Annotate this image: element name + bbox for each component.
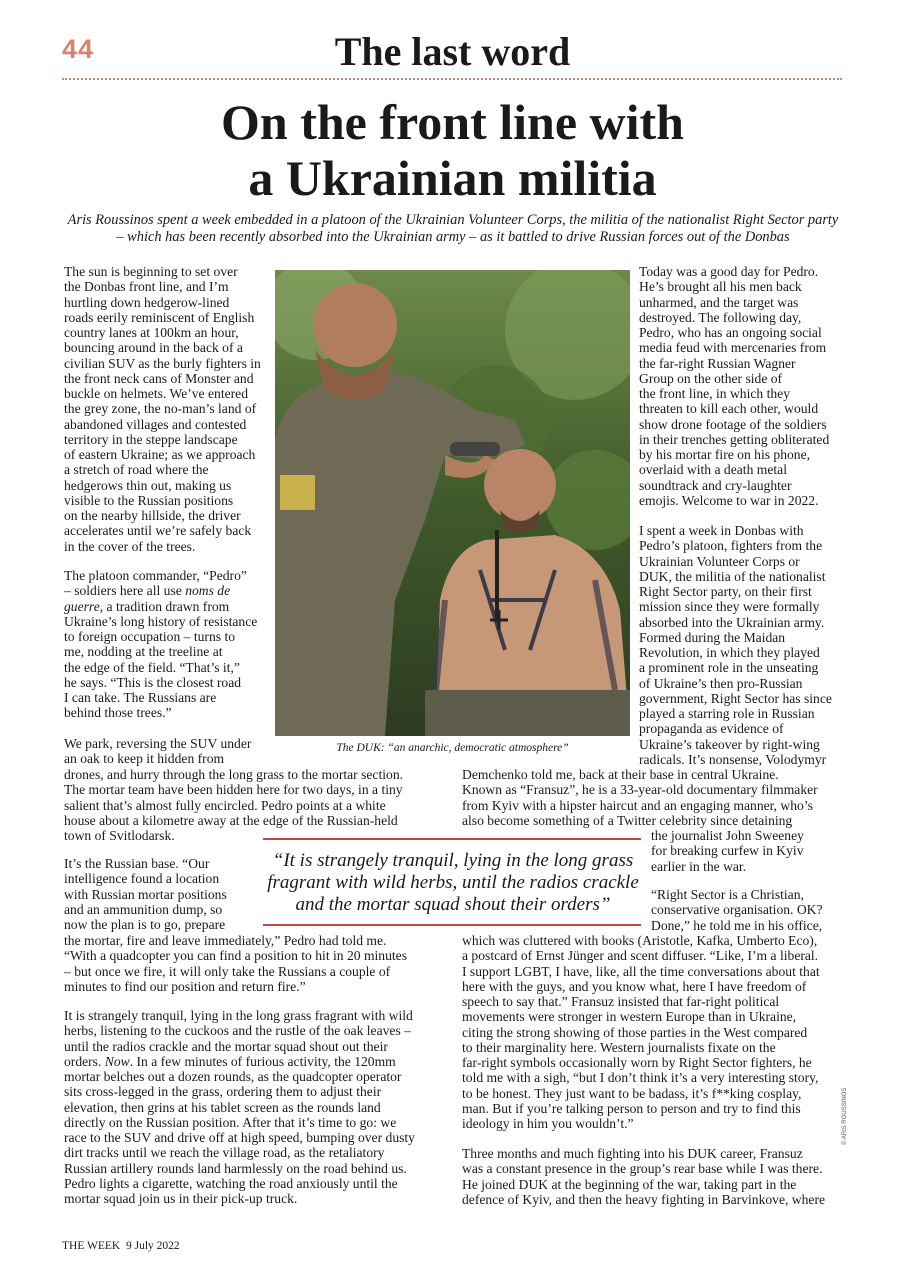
col1-paragraph-2: The platoon commander, “Pedro” – soldiers here all use noms de guerre, a tradition drawn from Ukraine’s long history of resistance to foreign occupation – turns to me, nodding at the treeline at the edge of the field. “That’s it,” he says. “This is the closest road I can take. The Russians are behind those trees.” — [64, 568, 258, 721]
page-number: 44 — [62, 34, 95, 64]
section-title: The last word — [334, 29, 571, 74]
headline-line-2: a Ukrainian militia — [248, 150, 657, 206]
photo-caption: The DUK: “an anarchic, democratic atmosphere” — [336, 742, 569, 754]
col1-paragraph-3-narrow: We park, reversing the SUV under an oak to keep it hidden from — [64, 736, 252, 767]
pull-quote: “It is strangely tranquil, lying in the long grass fragrant with wild herbs, until the radios crackle and the mortar squad shout their orders” — [267, 850, 639, 915]
col3-paragraph-4: Three months and much fighting into his DUK career, Fransuz was a constant presence in the group’s rear base while I was there. He joined DUK at the beginning of the war, taking part in the defence of Kyiv, and then the heavy fighting in Barvinkove, where — [462, 1146, 826, 1207]
col3-paragraph-1: Today was a good day for Pedro. He’s brought all his men back unharmed, and the target was destroyed. The following day, Pedro, who has an ongoing social media feud with mercenaries from the far-right Russian Wagner Group on the other side of the front line, in which they threaten to kill each other, would show drone footage of the soldiers in their trenches getting obliterated by his mortar fire on his phone, overlaid with a death metal soundtrack and cry-laughter emojis. Welcome to war in 2022. — [639, 264, 830, 508]
col3-paragraph-3-wide: which was cluttered with books (Aristotle, Kafka, Umberto Eco), a postcard of Ernst Jünger and scent diffuser. “Like, I’m a liberal. I support LGBT, I have, like, all the time conversations about that here with the guys, and you know what, here I have freedom of speech to say that.” Fransuz insisted that far-right political movements were stronger in western Europe than in Ukraine, citing the strong showing of those parties in the West compared to their marginality here. Western journalists fixate on the far-right symbols occasionally worn by Right Sector fighters, he told me with a sigh, “but I don’t think it’s a very interesting story, to be honest. They just want to be badass, it’s f**king cosplay, man. But if you’re talking person to person and try to find this ideology in him you wouldn’t.” — [462, 933, 820, 1131]
col1-paragraph-4-wide: the mortar, fire and leave immediately,” Pedro had told me. “With a quadcopter you can find a position to hit in 20 minutes – but once we fire, it will only take the Russians a couple of minutes to find our position and return fire.” — [64, 933, 408, 994]
headline — [100, 94, 805, 206]
publication-name: THE WEEK — [62, 1240, 121, 1252]
photo-haircut-icon — [275, 270, 630, 736]
footer — [62, 1240, 180, 1252]
col3-paragraph-2-narrow: I spent a week in Donbas with Pedro’s platoon, fighters from the Ukrainian Volunteer Corps or DUK, the militia of the nationalist Right Sector party, on their first mission since they were formally absorbed into the Ukrainian army. Formed during the Maidan Revolution, in which they played a prominent role in the unseating of Ukraine’s then pro-Russian government, Right Sector has since played a starring role in Russian propaganda as evidence of Ukraine’s takeover by right-wing radicals. It’s nonsense, Volodymyr — [639, 523, 832, 767]
col3-paragraph-3-narrow: “Right Sector is a Christian, conservative organisation. OK? Done,” he told me in his office, — [651, 887, 823, 933]
headline-line-1: On the front line with — [221, 94, 684, 150]
pull-quote-rule-top — [263, 838, 641, 840]
col1-paragraph-3-wide: drones, and hurry through the long grass to the mortar section. The mortar team have been hidden here for two days, in a tiny salient that’s almost fully encircled. Pedro points at a white house about a kilometre away at the edge of the Russian-held town of Svitlodarsk. — [64, 767, 404, 843]
col1-paragraph-1: The sun is beginning to set over the Donbas front line, and I’m hurtling down hedgerow-lined roads eerily reminiscent of English country lanes at 100km an hour, bouncing around in the back of a civilian SUV as the burly fighters in the front neck cans of Monster and buckle on helmets. We’ve entered the grey zone, the no-man’s land of abandoned villages and contested territory in the steppe landscape of eastern Ukraine; as we approach a stretch of road where the hedgerows thin out, making us visible to the Russian positions on the nearby hillside, the driver accelerates until we’re safely back in the cover of the trees. — [64, 264, 261, 554]
col1-paragraph-4-narrow: It’s the Russian base. “Our intelligence found a location with Russian mortar positions and an ammunition dump, so now the plan is to go, prepare — [64, 856, 227, 932]
standfirst: Aris Roussinos spent a week embedded in a platoon of the Ukrainian Volunteer Corps, the militia of the nationalist Right Sector party – which has been recently absorbed into the Ukrainian army – as it battled to drive Russian forces out of the Donbas — [67, 212, 839, 245]
col3-paragraph-2-wide: Demchenko told me, back at their base in central Ukraine. Known as “Fransuz”, he is a 33-year-old documentary filmmaker from Kyiv with a hipster haircut and an engaging manner, who’s also become something of a Twitter celebrity since detaining — [462, 767, 818, 828]
issue-date: 9 July 2022 — [125, 1240, 180, 1252]
photo — [275, 270, 630, 736]
photo-credit: © ARIS ROUSSINOS — [842, 1087, 848, 1145]
col3-paragraph-2-narrow-2: the journalist John Sweeney for breaking curfew in Kyiv earlier in the war. — [651, 828, 804, 874]
pull-quote-rule-bottom — [263, 924, 641, 926]
col1-paragraph-5: It is strangely tranquil, lying in the long grass fragrant with wild herbs, listening to the cuckoos and the rustle of the oak leaves – until the radios crackle and the mortar squad shout out their orders. Now. In a few minutes of furious activity, the 120mm mortar belches out a dozen rounds, as the quadcopter operator sits cross-legged in the grass, ordering them to adjust their elevation, then grins at his tablet screen as the rounds land directly on the Russian position. After that it’s time to go: we race to the SUV and drive off at high speed, bumping over dusty dirt tracks until we reach the village road, as the retaliatory Russian artillery rounds land harmlessly on the road behind us. Pedro lights a cigarette, watching the road anxiously until the mortar squad join us in their pick-up truck. — [64, 1008, 415, 1206]
header-divider — [62, 78, 842, 80]
